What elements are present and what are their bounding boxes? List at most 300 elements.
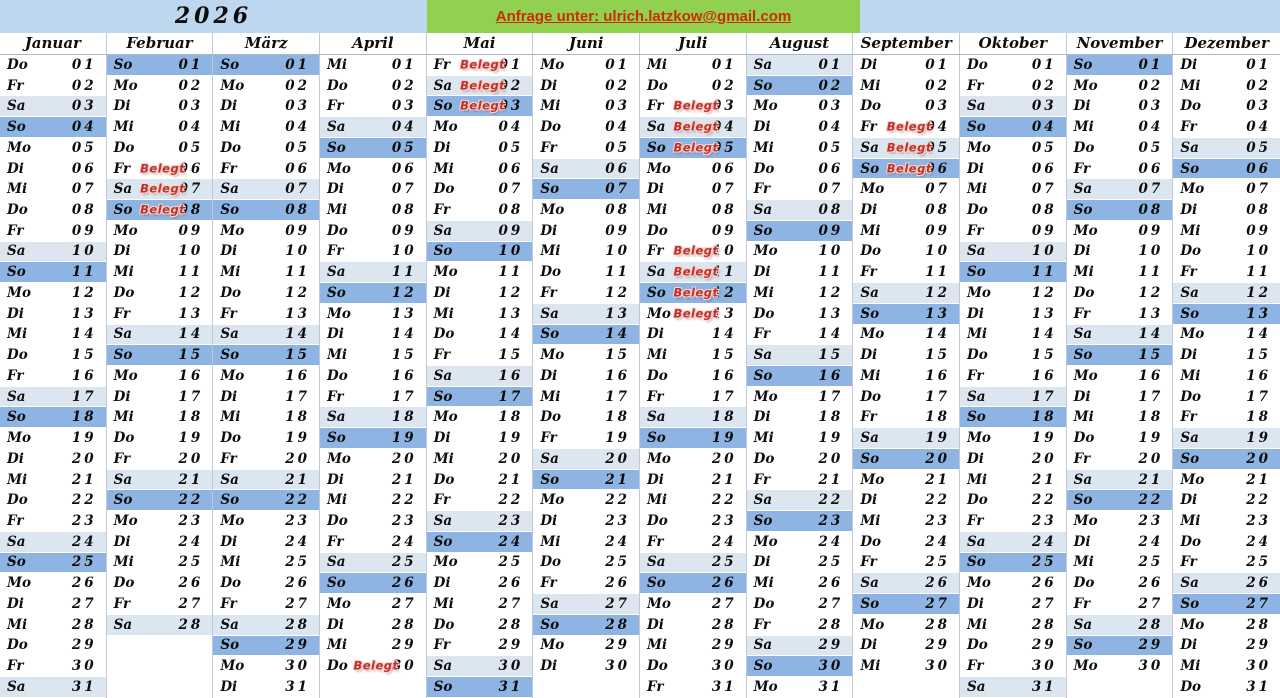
weekday-label: Mo: [860, 326, 885, 343]
day-number: 23: [605, 513, 630, 530]
weekday-label: Fr: [966, 513, 984, 530]
day-cell-februar-20: [107, 449, 213, 470]
weekday-label: Mo: [433, 409, 458, 426]
day-cell-juli-15: [640, 345, 746, 366]
day-cell-mai-21: [427, 470, 533, 491]
belegt-badge: Belegt: [140, 181, 186, 196]
top-banner: [0, 0, 1280, 33]
day-cell-mrz-10: [213, 242, 319, 263]
weekday-label: So: [220, 202, 240, 218]
weekday-label: Sa: [7, 98, 26, 115]
day-cell-oktober-15: [960, 345, 1066, 366]
weekday-label: Mi: [220, 264, 241, 281]
month-column-november: [1067, 55, 1174, 698]
day-number: 09: [818, 222, 844, 239]
day-number: 03: [605, 98, 630, 115]
day-cell-mai-10: [427, 242, 533, 263]
day-cell-juni-29: [533, 636, 639, 657]
day-number: 28: [498, 616, 524, 633]
day-cell-september-04: [853, 117, 959, 138]
weekday-label: Mi: [1180, 77, 1201, 94]
weekday-label: So: [433, 243, 453, 260]
day-number: 01: [71, 56, 97, 73]
day-number: 30: [71, 658, 97, 675]
day-cell-september-27: [853, 594, 959, 615]
weekday-label: So: [433, 533, 453, 550]
day-number: 24: [925, 533, 950, 550]
day-number: 26: [711, 575, 737, 592]
day-number: 17: [71, 388, 97, 405]
belegt-badge: Belegt: [673, 119, 719, 134]
day-number: 13: [1246, 305, 1271, 322]
day-number: 27: [605, 595, 630, 612]
weekday-label: So: [7, 264, 26, 281]
day-number: 12: [711, 284, 737, 301]
day-cell-dezember-03: [1173, 96, 1280, 117]
day-cell-januar-27: [0, 594, 106, 615]
contact-email-link[interactable]: Anfrage unter: ulrich.latzkow@gmail.com: [427, 0, 860, 33]
weekday-label: Mi: [220, 554, 241, 571]
day-number: 23: [285, 513, 310, 530]
year-title: 2026: [174, 3, 253, 29]
weekday-label: Mo: [753, 243, 778, 260]
day-number: 07: [605, 181, 630, 198]
day-cell-mrz-23: [213, 511, 319, 532]
day-number: 12: [1138, 284, 1164, 301]
day-number: 12: [498, 284, 524, 301]
day-cell-oktober-16: [960, 366, 1066, 387]
weekday-label: Do: [1180, 98, 1202, 115]
day-cell-juni-24: [533, 532, 639, 553]
weekday-label: Di: [540, 77, 558, 94]
day-number: 08: [285, 202, 310, 218]
day-number: 29: [605, 637, 630, 654]
day-cell-juni-12: [533, 283, 639, 304]
weekday-label: Mi: [540, 533, 561, 550]
day-cell-mrz-12: [213, 283, 319, 304]
day-cell-september-15: [853, 345, 959, 366]
day-number: 24: [711, 533, 737, 550]
weekday-label: Sa: [433, 222, 453, 239]
day-number: 05: [391, 139, 417, 156]
day-cell-april-17: [320, 387, 426, 408]
day-cell-februar-03: [107, 96, 213, 117]
weekday-label: So: [540, 181, 560, 198]
weekday-label: So: [113, 202, 133, 218]
day-cell-juli-23: [640, 511, 746, 532]
weekday-label: Di: [433, 284, 451, 301]
weekday-label: Di: [220, 533, 238, 550]
day-number: 09: [71, 222, 97, 239]
day-number: 01: [818, 56, 844, 73]
day-number: 10: [178, 243, 204, 260]
weekday-label: Di: [966, 160, 984, 177]
weekday-label: Sa: [113, 326, 133, 343]
day-number: 06: [1246, 160, 1271, 177]
day-number: 27: [71, 595, 97, 612]
day-cell-februar-26: [107, 573, 213, 594]
day-cell-dezember-30: [1173, 656, 1280, 677]
weekday-label: Mo: [753, 533, 778, 550]
weekday-label: Sa: [326, 554, 346, 571]
day-cell-september-07: [853, 179, 959, 200]
day-cell-august-06: [747, 159, 853, 180]
weekday-label: Fr: [966, 658, 984, 675]
day-number: 24: [498, 533, 524, 550]
weekday-label: Sa: [753, 492, 773, 509]
weekday-label: Do: [326, 77, 348, 94]
day-number: 26: [1138, 575, 1164, 592]
day-cell-juli-01: [640, 55, 746, 76]
weekday-label: Di: [646, 181, 664, 198]
weekday-label: Di: [1180, 202, 1198, 218]
day-cell-april-16: [320, 366, 426, 387]
day-cell-november-20: [1067, 449, 1173, 470]
day-cell-mai-22: [427, 490, 533, 511]
weekday-label: Mo: [433, 554, 458, 571]
day-cell-september-09: [853, 221, 959, 242]
weekday-label: Sa: [646, 554, 666, 571]
weekday-label: Mo: [326, 160, 351, 177]
day-cell-april-19: [320, 428, 426, 449]
day-number: 08: [178, 202, 204, 218]
day-number: 15: [925, 347, 950, 364]
day-cell-juli-08: [640, 200, 746, 221]
weekday-label: Di: [113, 388, 131, 405]
weekday-label: So: [540, 616, 560, 633]
day-number: 19: [285, 430, 310, 447]
day-cell-mrz-19: [213, 428, 319, 449]
weekday-label: Mo: [966, 284, 991, 301]
weekday-label: So: [1180, 160, 1200, 177]
day-number: 30: [285, 658, 310, 675]
day-cell-februar-28: [107, 615, 213, 636]
day-cell-november-02: [1067, 76, 1173, 97]
day-number: 12: [178, 284, 204, 301]
weekday-label: Fr: [540, 284, 557, 301]
day-cell-januar-31: [0, 677, 106, 698]
day-cell-juli-31: [640, 677, 746, 698]
weekday-label: Di: [220, 98, 238, 115]
weekday-label: Fr: [646, 678, 664, 695]
day-cell-mai-04: [427, 117, 533, 138]
day-number: 29: [498, 637, 524, 654]
weekday-label: Mo: [113, 222, 138, 239]
belegt-badge: Belegt: [673, 140, 719, 155]
weekday-label: Di: [1180, 492, 1198, 509]
day-cell-september-19: [853, 428, 959, 449]
day-number: 23: [1246, 513, 1271, 530]
day-number: 12: [818, 284, 844, 301]
day-number: 09: [1246, 222, 1271, 239]
day-number: 14: [605, 326, 630, 343]
day-cell-februar-21: [107, 470, 213, 491]
weekday-label: Sa: [220, 326, 239, 343]
weekday-label: Fr: [113, 160, 131, 177]
day-cell-mai-19: [427, 428, 533, 449]
day-cell-mrz-03: [213, 96, 319, 117]
day-cell-april-11: [320, 262, 426, 283]
weekday-label: Di: [966, 305, 984, 322]
day-cell-dezember-12: [1173, 283, 1280, 304]
month-column-september: [853, 55, 960, 698]
day-number: 11: [178, 264, 204, 281]
weekday-label: Do: [220, 575, 242, 592]
weekday-label: Sa: [753, 347, 773, 364]
day-number: 20: [1138, 450, 1164, 467]
day-cell-oktober-01: [960, 55, 1066, 76]
day-cell-oktober-05: [960, 138, 1066, 159]
day-number: 09: [498, 222, 524, 239]
day-number: 25: [178, 554, 204, 571]
day-number: 30: [498, 658, 524, 675]
day-cell-mrz-17: [213, 387, 319, 408]
day-number: 25: [818, 554, 844, 571]
day-number: 22: [71, 492, 97, 509]
weekday-label: Di: [860, 492, 878, 509]
day-cell-april-14: [320, 325, 426, 346]
day-number: 20: [391, 450, 417, 467]
weekday-label: Sa: [860, 575, 879, 592]
day-number: 27: [498, 595, 524, 612]
day-number: 20: [818, 450, 844, 467]
weekday-label: Mo: [1073, 77, 1098, 94]
day-cell-november-19: [1067, 428, 1173, 449]
day-cell-april-27: [320, 594, 426, 615]
day-cell-august-03: [747, 96, 853, 117]
day-number: 04: [1246, 119, 1271, 136]
weekday-label: Do: [646, 222, 668, 239]
day-number: 29: [71, 637, 97, 654]
weekday-label: Mo: [1180, 181, 1205, 198]
month-column-dezember: [1173, 55, 1280, 698]
day-number: 22: [391, 492, 417, 509]
weekday-label: Sa: [1180, 284, 1199, 301]
day-number: 22: [1246, 492, 1271, 509]
weekday-label: Di: [7, 160, 24, 177]
weekday-label: Mi: [7, 616, 28, 633]
weekday-label: Do: [113, 430, 135, 447]
day-cell-mai-13: [427, 304, 533, 325]
weekday-label: Di: [966, 450, 984, 467]
day-cell-september-21: [853, 470, 959, 491]
day-number: 18: [818, 409, 844, 426]
weekday-label: Mo: [1180, 616, 1205, 633]
weekday-label: Mo: [220, 222, 245, 239]
day-number: 26: [1246, 575, 1271, 592]
day-cell-januar-25: [0, 553, 106, 574]
day-number: 26: [285, 575, 310, 592]
day-number: 25: [925, 554, 950, 571]
weekday-label: Mi: [1180, 367, 1201, 384]
weekday-label: Sa: [540, 595, 559, 612]
weekday-label: Do: [7, 202, 28, 218]
weekday-label: Sa: [646, 409, 666, 426]
day-number: 11: [1138, 264, 1164, 281]
weekday-label: Sa: [113, 471, 133, 488]
day-number: 10: [605, 243, 630, 260]
weekday-label: Fr: [966, 222, 984, 239]
day-cell-juni-27: [533, 594, 639, 615]
day-cell-juli-11: [640, 262, 746, 283]
day-number: 16: [1138, 367, 1164, 384]
day-number: 18: [285, 409, 310, 426]
day-cell-juni-17: [533, 387, 639, 408]
day-number: 26: [818, 575, 844, 592]
weekday-label: So: [326, 430, 346, 447]
day-cell-november-22: [1067, 490, 1173, 511]
weekday-label: Di: [113, 533, 131, 550]
day-cell-juli-17: [640, 387, 746, 408]
day-number: 13: [178, 305, 204, 322]
day-number: 24: [178, 533, 204, 550]
month-header-januar: Januar: [0, 33, 107, 54]
weekday-label: Do: [1073, 575, 1095, 592]
day-cell-august-28: [747, 615, 853, 636]
day-number: 28: [1138, 616, 1164, 633]
day-number: 22: [1031, 492, 1057, 509]
day-number: 03: [71, 98, 97, 115]
month-header-november: November: [1067, 33, 1174, 54]
day-cell-oktober-08: [960, 200, 1066, 221]
day-cell-april-02: [320, 76, 426, 97]
day-cell-oktober-20: [960, 449, 1066, 470]
day-cell-juni-06: [533, 159, 639, 180]
day-cell-april-20: [320, 449, 426, 470]
month-header-september: September: [853, 33, 960, 54]
day-number: 21: [71, 471, 97, 488]
day-number: 26: [925, 575, 950, 592]
day-number: 15: [1031, 347, 1057, 364]
day-number: 06: [925, 160, 950, 177]
weekday-label: Sa: [540, 305, 559, 322]
day-cell-april-26: [320, 573, 426, 594]
day-cell-oktober-19: [960, 428, 1066, 449]
weekday-label: Fr: [540, 139, 557, 156]
day-number: 02: [498, 77, 524, 94]
day-number: 29: [711, 637, 737, 654]
day-number: 04: [178, 119, 204, 136]
day-number: 06: [285, 160, 310, 177]
day-cell-dezember-07: [1173, 179, 1280, 200]
day-number: 24: [71, 533, 97, 550]
weekday-label: Do: [433, 181, 455, 198]
day-cell-september-24: [853, 532, 959, 553]
day-number: 04: [391, 119, 417, 136]
weekday-label: Mo: [646, 450, 671, 467]
day-cell-juli-22: [640, 490, 746, 511]
day-number: 24: [285, 533, 310, 550]
weekday-label: So: [7, 409, 26, 426]
day-number: 25: [391, 554, 417, 571]
day-cell-februar-17: [107, 387, 213, 408]
day-cell-august-23: [747, 511, 853, 532]
day-number: 03: [1246, 98, 1271, 115]
day-cell-november-05: [1067, 138, 1173, 159]
day-cell-september-12: [853, 283, 959, 304]
day-number: 04: [605, 119, 630, 136]
day-cell-september-11: [853, 262, 959, 283]
weekday-label: Mo: [540, 637, 565, 654]
weekday-label: Fr: [1180, 409, 1197, 426]
day-number: 27: [711, 595, 737, 612]
day-cell-empty: [533, 677, 639, 698]
day-cell-januar-26: [0, 573, 106, 594]
day-number: 06: [1138, 160, 1164, 177]
weekday-label: Do: [7, 637, 28, 654]
weekday-label: Do: [326, 513, 348, 530]
day-number: 22: [285, 492, 310, 509]
day-cell-mrz-25: [213, 553, 319, 574]
day-number: 28: [1031, 616, 1057, 633]
day-cell-mrz-26: [213, 573, 319, 594]
day-number: 25: [1138, 554, 1164, 571]
day-cell-dezember-14: [1173, 325, 1280, 346]
weekday-label: So: [540, 471, 560, 488]
day-number: 16: [498, 367, 524, 384]
day-cell-juli-06: [640, 159, 746, 180]
day-number: 17: [925, 388, 950, 405]
day-number: 28: [71, 616, 97, 633]
month-column-oktober: [960, 55, 1067, 698]
day-cell-oktober-06: [960, 159, 1066, 180]
day-cell-juli-09: [640, 221, 746, 242]
day-cell-april-30: [320, 656, 426, 677]
day-cell-juni-08: [533, 200, 639, 221]
weekday-label: Do: [646, 367, 668, 384]
weekday-label: Do: [220, 139, 242, 156]
day-number: 23: [925, 513, 950, 530]
day-cell-september-22: [853, 490, 959, 511]
weekday-label: Do: [966, 637, 988, 654]
day-cell-november-28: [1067, 615, 1173, 636]
weekday-label: Mi: [326, 637, 348, 654]
day-cell-oktober-25: [960, 553, 1066, 574]
weekday-label: Fr: [860, 264, 877, 281]
day-number: 19: [391, 430, 417, 447]
day-cell-januar-19: [0, 428, 106, 449]
weekday-label: Mi: [966, 181, 988, 198]
day-number: 15: [285, 347, 310, 364]
day-number: 21: [605, 471, 630, 488]
day-cell-juli-07: [640, 179, 746, 200]
day-cell-september-01: [853, 55, 959, 76]
weekday-label: Sa: [966, 388, 986, 405]
weekday-label: Sa: [646, 119, 666, 136]
weekday-label: Fr: [860, 409, 877, 426]
weekday-label: Mo: [540, 492, 565, 509]
day-number: 04: [1138, 119, 1164, 136]
day-cell-januar-04: [0, 117, 106, 138]
day-cell-januar-23: [0, 511, 106, 532]
weekday-label: So: [7, 554, 26, 571]
day-cell-empty: [107, 656, 213, 677]
weekday-label: Di: [753, 264, 771, 281]
day-number: 24: [1246, 533, 1271, 550]
day-cell-juli-26: [640, 573, 746, 594]
weekday-label: Fr: [753, 616, 771, 633]
day-cell-februar-27: [107, 594, 213, 615]
month-column-mrz: [213, 55, 320, 698]
day-number: 20: [178, 450, 204, 467]
day-cell-august-11: [747, 262, 853, 283]
day-cell-oktober-03: [960, 96, 1066, 117]
weekday-label: Sa: [540, 160, 559, 177]
day-cell-august-01: [747, 55, 853, 76]
day-cell-juni-28: [533, 615, 639, 636]
weekday-label: Do: [1073, 139, 1095, 156]
day-cell-oktober-26: [960, 573, 1066, 594]
